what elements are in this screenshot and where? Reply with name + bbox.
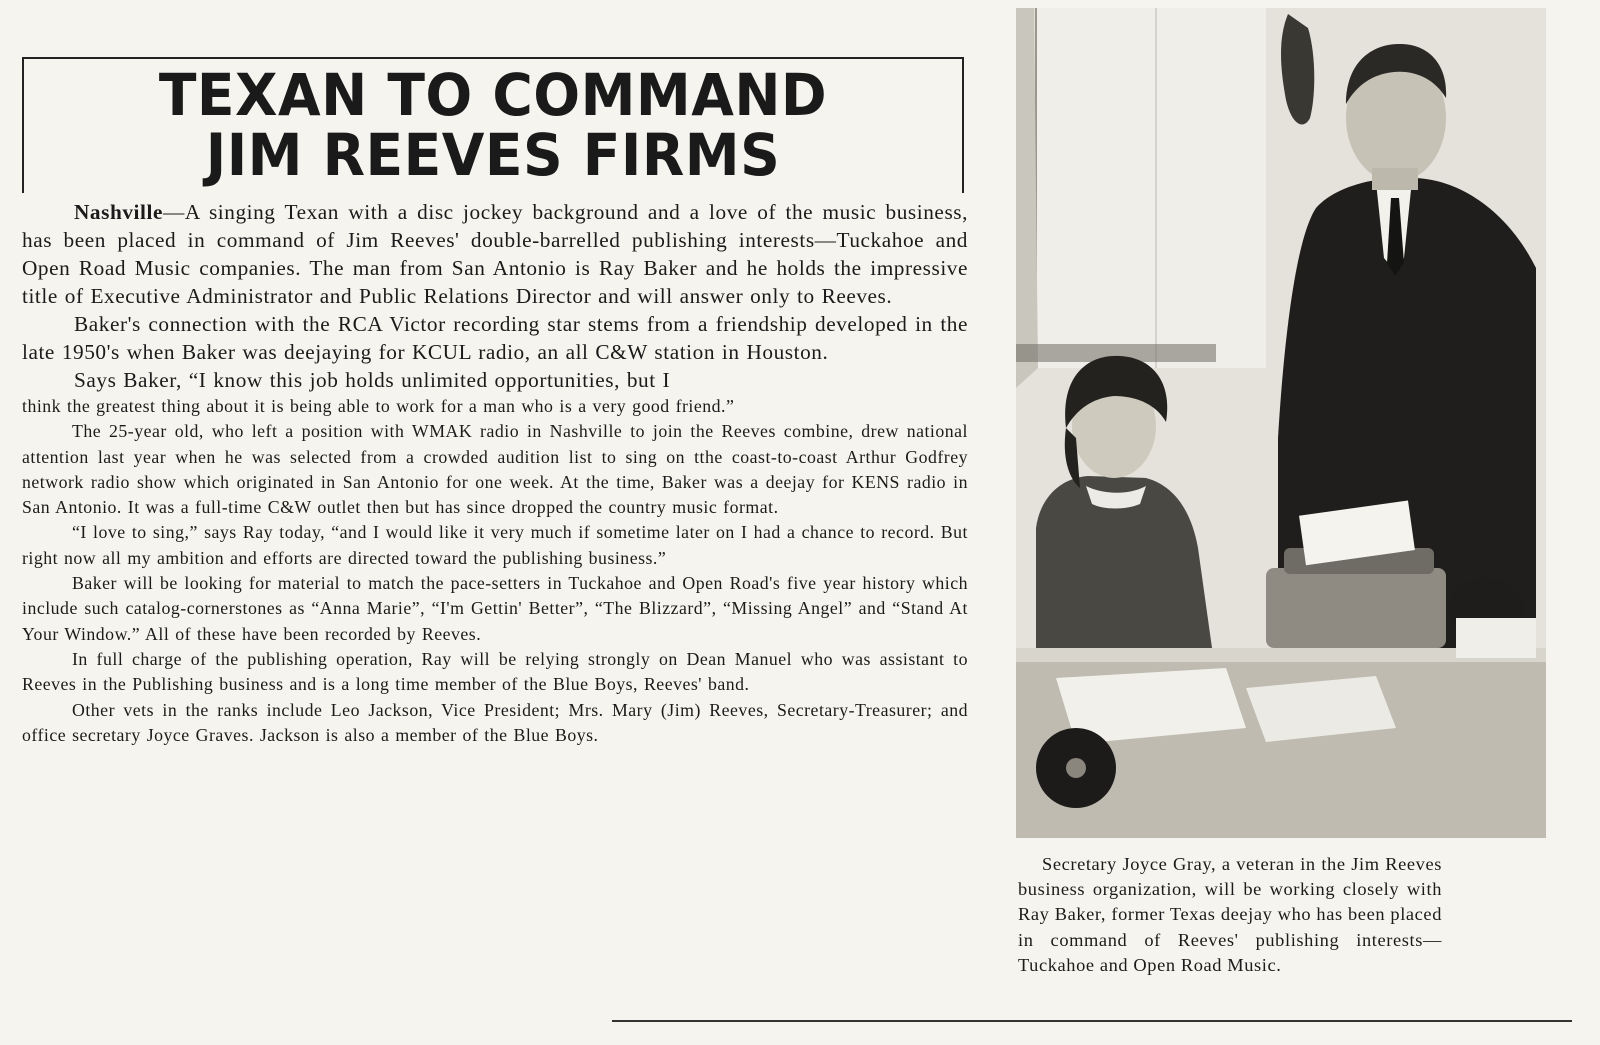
headline (47, 61, 938, 189)
article-paragraph-5: “I love to sing,” says Ray today, “and I would like it very much if sometime later on I had a chance to record. But right now all my ambition and efforts are directed toward the publishing business.” (22, 522, 968, 568)
article-paragraph-6: Baker will be looking for material to match the pace-setters in Tuckahoe and Open Road's five year history which include such catalog-cornerstones as “Anna Marie”, “I'm Gettin' Better”, “The Blizzard”, “Missing Angel” and “Stand At Your Window.” All of these have been recorded by Reeves. (22, 573, 968, 644)
article-paragraph-3-start: Says Baker, “I know this job holds unlimited opportunities, but I (74, 368, 671, 392)
article-paragraph-1-text: —A singing Texan with a disc jockey background and a love of the music business, has been placed in command of Jim Reeves' double-barrelled publishing interests—Tuckahoe and Open Road Music companies. The man from San Antonio is Ray Baker and he holds the impressive title of Executive Administrator and Public Relations Director and will answer only to Reeves. (22, 200, 968, 308)
photo-caption: Secretary Joyce Gray, a veteran in the Jim Reeves business organization, will be working closely with Ray Baker, former Texas deejay who has been placed in command of Reeves' publishing interests—Tuckahoe and Open Road Music. (1018, 854, 1442, 975)
office-photo (1016, 8, 1546, 838)
bottom-rule (612, 1020, 1572, 1022)
article-paragraph-3-rest: think the greatest thing about it is being able to work for a man who is a very good friend.” (22, 396, 735, 416)
headline-box (22, 57, 964, 193)
article-paragraph-2: Baker's connection with the RCA Victor recording star stems from a friendship developed in the late 1950's when Baker was deejaying for KCUL radio, an all C&W station in Houston. (22, 312, 968, 364)
article-paragraph-4: The 25-year old, who left a position with WMAK radio in Nashville to join the Reeves combine, drew national attention last year when he was selected from a crowded audition list to sing on tthe coast-to-coast Arthur Godfrey network radio show which originated in San Antonio for one week. At the time, Baker was a deejay for KENS radio in San Antonio. It was a full-time C&W outlet then but has since dropped the country music format. (22, 421, 968, 518)
article-paragraph-1 (22, 198, 968, 310)
headline-line-2: JIM REEVES FIRMS (205, 121, 781, 189)
office-photo-illustration (1016, 8, 1546, 838)
article-paragraph-8: Other vets in the ranks include Leo Jackson, Vice President; Mrs. Mary (Jim) Reeves, Secretary-Treasurer; and office secretary Joyce Graves. Jackson is also a member of the Blue Boys. (22, 699, 968, 745)
article-paragraph-7: In full charge of the publishing operation, Ray will be relying strongly on Dean Manuel who was assistant to Reeves in the Publishing business and is a long time member of the Blue Boys, Reeves' band. (22, 648, 968, 695)
headline-line-1: TEXAN TO COMMAND (158, 61, 828, 129)
article-body (22, 198, 968, 748)
dateline: Nashville (74, 200, 163, 224)
